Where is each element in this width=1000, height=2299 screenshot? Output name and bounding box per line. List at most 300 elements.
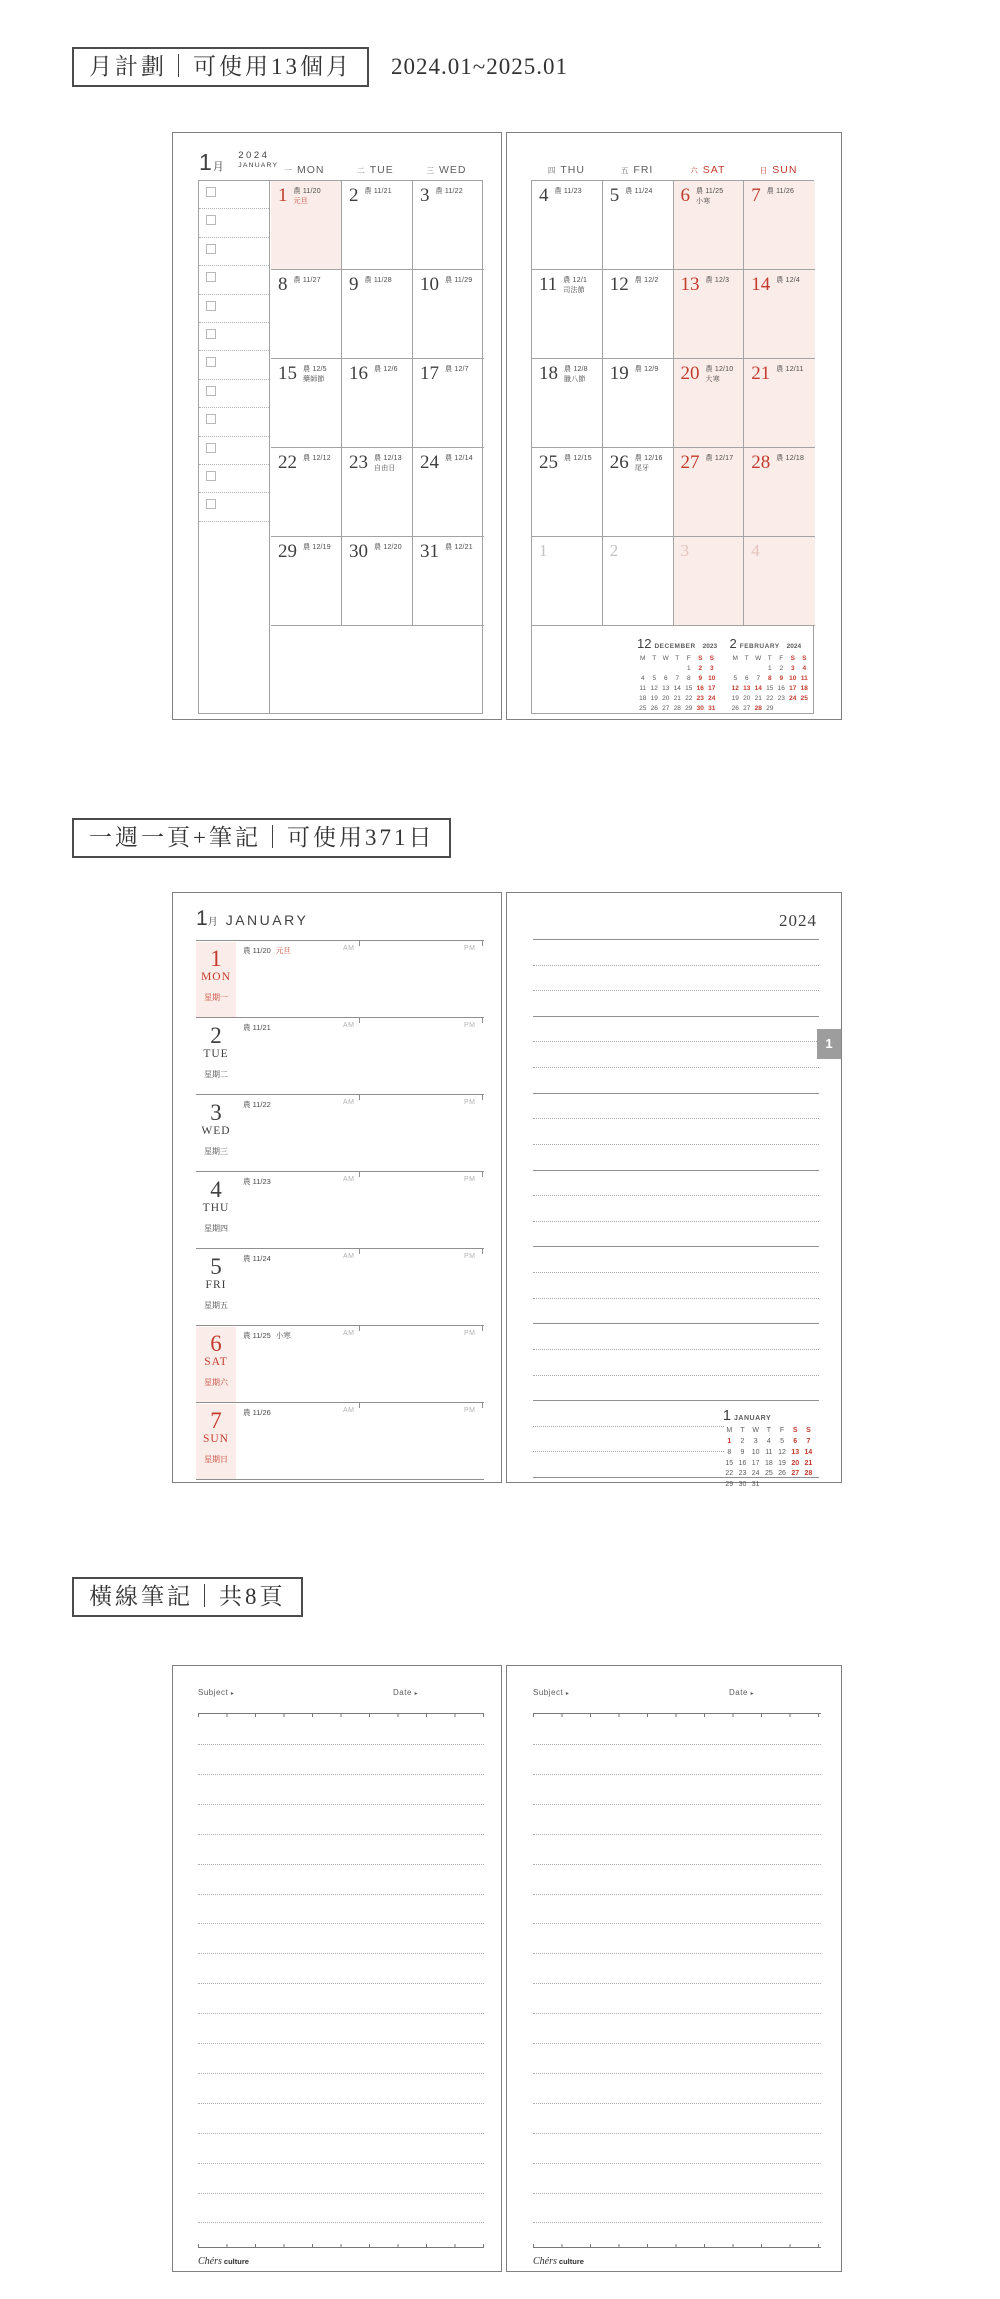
- ruler-ticks: [533, 1714, 821, 1717]
- day-number: 30: [349, 541, 368, 562]
- weekday-header-sun: [760, 164, 798, 176]
- mini-dow-label: S: [802, 655, 807, 662]
- week-day-row: [196, 940, 484, 1017]
- mini-day: 24: [708, 695, 716, 703]
- todo-checkbox: [206, 244, 216, 254]
- mini-day: 22: [725, 1470, 734, 1478]
- timeline-tick: [482, 1403, 483, 1408]
- lunar-text: 農 11/26: [243, 1408, 271, 1417]
- lunar-text: 農 11/20: [243, 946, 271, 955]
- mini-day: 15: [685, 685, 693, 693]
- week-day-row: [196, 1402, 484, 1479]
- weekday-en: MON: [297, 164, 325, 176]
- lunar-text: 農 11/26: [766, 188, 795, 195]
- timeline-tick: [482, 1018, 483, 1023]
- mini-dow-label: W: [662, 655, 669, 662]
- pm-label: PM: [464, 1099, 476, 1106]
- day-number: 5: [210, 1254, 222, 1279]
- day-block: [196, 1250, 236, 1325]
- mini-dow-label: W: [755, 655, 762, 662]
- lunar-date: [243, 1022, 271, 1033]
- day-cell: [271, 270, 342, 359]
- mini-day: 14: [804, 1448, 813, 1456]
- lunar-text: 農 12/1: [563, 277, 588, 284]
- pm-label: PM: [464, 1022, 476, 1029]
- lunar-date: [555, 187, 582, 197]
- lunar-text: 農 12/16: [634, 455, 663, 462]
- note-line: [533, 1774, 821, 1775]
- mini-day: 19: [778, 1459, 786, 1467]
- mini-day: 8: [767, 675, 772, 683]
- day-grid: [532, 181, 815, 626]
- weekday-en: SUN: [772, 164, 798, 176]
- mini-day: 12: [778, 1448, 786, 1456]
- mini-calendar-grid: [723, 1426, 815, 1491]
- bottom-ruler: [533, 2244, 821, 2248]
- todo-row: [199, 329, 269, 351]
- lunar-text: 農 12/14: [445, 455, 473, 462]
- pm-label: PM: [464, 1407, 476, 1414]
- day-chinese: 星期二: [204, 1070, 228, 1080]
- weekday-header-thu: [548, 164, 585, 176]
- pm-label: PM: [464, 1253, 476, 1260]
- mini-calendar-header: [723, 1407, 815, 1425]
- mini-day: 23: [777, 695, 785, 703]
- brand-logo-bold: culture: [223, 2257, 249, 2266]
- note-line: [533, 2073, 821, 2074]
- day-cell: [674, 270, 745, 359]
- lunar-date: [776, 454, 804, 464]
- todo-checkbox: [206, 357, 216, 367]
- mini-day: 8: [686, 675, 691, 683]
- lunar-text: 農 12/3: [705, 277, 730, 284]
- mini-day: 20: [791, 1459, 800, 1467]
- date-range-label: 2024.01~2025.01: [391, 54, 568, 79]
- mini-day: 17: [708, 685, 716, 693]
- day-chinese: 星期日: [204, 1455, 228, 1465]
- day-cell: [413, 448, 484, 537]
- weekday-zh: 五: [620, 166, 630, 175]
- lunar-text: 農 12/10: [705, 366, 734, 373]
- day-cell: [413, 359, 484, 448]
- note-line: [198, 2222, 484, 2223]
- mini-day: 16: [696, 685, 704, 693]
- mini-day: 17: [789, 685, 797, 693]
- week-day-row: [196, 1094, 484, 1171]
- mini-day: 1: [767, 665, 772, 673]
- day-block: [196, 1404, 236, 1479]
- note-line: [198, 2073, 484, 2074]
- lunar-text: 農 12/7: [445, 366, 469, 373]
- lunar-date: [303, 454, 331, 464]
- day-cell: [342, 359, 413, 448]
- todo-checkbox: [206, 471, 216, 481]
- mini-day: 11: [765, 1448, 773, 1456]
- mini-day: [799, 704, 811, 714]
- day-number: 20: [680, 363, 700, 384]
- mini-day: 4: [802, 665, 807, 673]
- mini-dow-label: F: [779, 1427, 785, 1434]
- note-line: [533, 1041, 819, 1042]
- todo-row: [199, 386, 269, 408]
- day-cell: [413, 270, 484, 359]
- mini-month-name: FEBRUARY: [739, 643, 780, 650]
- brand-logo-script: Chérs: [198, 2256, 222, 2267]
- day-number: 12: [609, 274, 629, 295]
- monthly-left-page: [172, 132, 502, 720]
- mini-day: [787, 704, 799, 714]
- mini-day: 24: [789, 695, 797, 703]
- mini-day: 7: [806, 1437, 811, 1445]
- note-line: [533, 1118, 819, 1119]
- am-label: AM: [343, 1022, 355, 1029]
- weekday-header-mon: [285, 164, 325, 176]
- lunar-text: 農 11/24: [243, 1254, 271, 1263]
- mini-day: 22: [685, 695, 693, 703]
- mini-day: 2: [740, 1437, 745, 1445]
- note-line: [533, 2193, 821, 2194]
- timeline-tick: [482, 1249, 483, 1254]
- mini-day: 8: [727, 1448, 732, 1456]
- todo-checkbox: [206, 187, 216, 197]
- brand-logo-bold: culture: [558, 2257, 584, 2266]
- note-line: [533, 1221, 819, 1222]
- day-number: 4: [539, 185, 549, 206]
- subject-label: Subject ▸: [198, 1688, 235, 1697]
- todo-checkbox: [206, 443, 216, 453]
- day-cell: [532, 448, 603, 537]
- timeline-tick: [359, 1172, 360, 1177]
- timeline-tick: [482, 1326, 483, 1331]
- lunar-date: [706, 276, 730, 286]
- mini-dow-label: S: [790, 655, 795, 662]
- lunar-text: 農 11/21: [364, 188, 392, 195]
- pm-label: PM: [464, 1176, 476, 1183]
- weekday-header-wed: [427, 164, 467, 176]
- mini-day: 30: [696, 705, 704, 713]
- holiday-name: 小寒: [275, 1331, 291, 1340]
- year-month-stack: [238, 151, 278, 170]
- timeline-tick: [359, 1249, 360, 1254]
- mini-day: [775, 1480, 788, 1491]
- note-line: [533, 1375, 819, 1376]
- lunar-text: 農 11/23: [243, 1177, 271, 1186]
- day-block: [196, 1327, 236, 1402]
- mini-day: 11: [639, 685, 647, 693]
- note-line: [533, 1093, 819, 1094]
- holiday-name: 大寒: [705, 375, 720, 383]
- mini-day: [753, 664, 765, 674]
- day-number: 16: [349, 363, 368, 384]
- mini-dow-label: T: [767, 655, 772, 662]
- day-number: 17: [420, 363, 439, 384]
- note-line: [198, 2013, 484, 2014]
- note-line: [533, 2163, 821, 2164]
- pm-label: PM: [464, 1330, 476, 1337]
- day-chinese: 星期四: [204, 1224, 228, 1234]
- lunar-text: 農 12/9: [634, 366, 659, 373]
- holiday-name: 元旦: [293, 197, 308, 205]
- weekday-header-fri: [621, 164, 653, 176]
- am-label: AM: [343, 1099, 355, 1106]
- mini-day: 29: [766, 705, 774, 713]
- lunar-text: 農 11/20: [293, 188, 321, 195]
- timeline-tick: [359, 1095, 360, 1100]
- mini-day: 2: [779, 665, 784, 673]
- section-title-monthly: 月計劃｜可使用13個月: [72, 47, 369, 87]
- mini-day: 31: [708, 705, 716, 713]
- ruler-line: [533, 2247, 821, 2248]
- mini-day: 9: [740, 1448, 745, 1456]
- mini-day: 12: [650, 685, 658, 693]
- week-day-row: [196, 1017, 484, 1094]
- section-title-notes: 橫線筆記｜共8頁: [72, 1577, 303, 1617]
- day-chinese: 星期五: [204, 1301, 228, 1311]
- note-line: [198, 1923, 484, 1924]
- mini-day: 30: [738, 1481, 747, 1489]
- day-cell: [674, 181, 745, 270]
- note-line: [533, 990, 819, 991]
- day-number: 8: [278, 274, 288, 295]
- day-block: [196, 1173, 236, 1248]
- mini-day: 7: [756, 675, 761, 683]
- month-unit: 月: [212, 161, 224, 173]
- mini-day: 20: [662, 695, 670, 703]
- day-chinese: 星期六: [204, 1378, 228, 1388]
- mini-dow-label: T: [652, 655, 657, 662]
- day-cell: [744, 181, 815, 270]
- lunar-text: 農 11/25: [243, 1331, 271, 1340]
- mini-day: 6: [793, 1437, 798, 1445]
- mini-month-number: 2: [729, 636, 737, 651]
- note-line: [533, 1451, 724, 1452]
- note-line: [198, 1894, 484, 1895]
- mini-dow-label: M: [726, 1427, 733, 1434]
- note-line: [533, 1894, 821, 1895]
- day-abbrev: SAT: [204, 1356, 228, 1369]
- note-line: [533, 2043, 821, 2044]
- day-cell: [674, 359, 745, 448]
- day-cell: [271, 359, 342, 448]
- mini-day: 10: [708, 675, 716, 683]
- weekday-zh: 四: [547, 166, 557, 175]
- date-arrow-icon: ▸: [414, 1691, 419, 1697]
- mini-day: 31: [751, 1481, 760, 1489]
- section-header-monthly: [72, 47, 568, 87]
- mini-day: 4: [640, 675, 645, 683]
- day-cell: [532, 359, 603, 448]
- day-number: 6: [210, 1331, 222, 1356]
- subject-label: Subject ▸: [533, 1688, 570, 1697]
- month-number: 1: [199, 149, 213, 175]
- day-number: 3: [420, 185, 430, 206]
- week-month-name: JANUARY: [225, 912, 309, 928]
- lunar-date: [696, 187, 723, 207]
- day-cell: [674, 448, 745, 537]
- mini-year: 2024: [786, 643, 802, 650]
- mini-year: 2023: [702, 643, 718, 650]
- day-abbrev: FRI: [205, 1279, 227, 1292]
- note-line: [198, 1774, 484, 1775]
- note-line: [533, 2103, 821, 2104]
- mini-day: 7: [675, 675, 680, 683]
- day-abbrev: MON: [201, 971, 231, 984]
- mini-day: [741, 664, 753, 674]
- lunar-text: 農 12/6: [374, 366, 398, 373]
- day-number: 23: [349, 452, 368, 473]
- notes-right-page: [506, 1665, 842, 2272]
- timeline-tick: [482, 1172, 483, 1177]
- note-line: [533, 1923, 821, 1924]
- lunar-text: 農 12/15: [564, 455, 592, 462]
- mini-day: 12: [731, 685, 739, 693]
- mini-dow-label: M: [640, 655, 646, 662]
- lunar-text: 農 11/27: [293, 277, 321, 284]
- mini-day: 25: [764, 1470, 773, 1478]
- pm-label: PM: [464, 945, 476, 952]
- subject-arrow-icon: ▸: [230, 1691, 235, 1697]
- weekday-en: TUE: [369, 164, 394, 176]
- mini-dow-label: F: [779, 655, 784, 662]
- mini-day: 28: [754, 705, 762, 713]
- day-number: 31: [420, 541, 439, 562]
- mini-dow-label: W: [752, 1427, 759, 1434]
- todo-row: [199, 471, 269, 493]
- mini-day: 21: [673, 695, 681, 703]
- lunar-text: 農 11/23: [554, 188, 582, 195]
- mini-month-name: JANUARY: [734, 1415, 772, 1422]
- month-index-tab: 1: [817, 1029, 841, 1059]
- day-cell: [532, 270, 603, 359]
- mini-day: 10: [789, 675, 797, 683]
- date-label: Date ▸: [393, 1688, 419, 1697]
- month-name: JANUARY: [238, 161, 279, 169]
- mini-day: 29: [685, 705, 693, 713]
- mini-day: 26: [650, 705, 658, 713]
- day-number: 13: [680, 274, 700, 295]
- lunar-text: 農 12/13: [374, 455, 402, 462]
- mini-dow-label: F: [686, 655, 691, 662]
- weekly-notes-page: [506, 892, 842, 1489]
- day-abbrev: TUE: [203, 1048, 229, 1061]
- mini-day: 1: [727, 1437, 732, 1445]
- mini-day: [789, 1480, 802, 1491]
- note-line: [533, 2222, 821, 2223]
- note-line: [533, 1067, 819, 1068]
- note-line: [198, 2043, 484, 2044]
- weekday-header-tue: [357, 164, 394, 176]
- note-line: [533, 1953, 821, 1954]
- lunar-date: [365, 276, 392, 286]
- mini-day: 4: [766, 1437, 771, 1445]
- lunar-text: 農 11/24: [625, 188, 653, 195]
- day-number: 28: [751, 452, 771, 473]
- day-cell: [342, 537, 413, 626]
- lunar-text: 農 12/2: [634, 277, 659, 284]
- note-line: [533, 1349, 819, 1350]
- note-line: [533, 1272, 819, 1273]
- lunar-date: [374, 543, 402, 553]
- day-cell: [603, 537, 674, 626]
- todo-checkbox: [206, 414, 216, 424]
- lunar-date: [776, 365, 803, 375]
- holiday-name: 藥師節: [303, 375, 325, 383]
- weekday-en: FRI: [633, 164, 654, 176]
- timeline-tick: [359, 1403, 360, 1408]
- subject-arrow-icon: ▸: [565, 1691, 570, 1697]
- am-label: AM: [343, 945, 355, 952]
- note-line: [198, 2103, 484, 2104]
- mini-day: 6: [663, 675, 668, 683]
- mini-dow-label: S: [709, 655, 714, 662]
- mini-day: 3: [753, 1437, 758, 1445]
- ruler-ticks: [198, 1714, 484, 1717]
- mini-day: [660, 664, 672, 674]
- todo-row: [199, 301, 269, 323]
- day-number: 22: [278, 452, 297, 473]
- lunar-date: [374, 454, 402, 474]
- note-line: [533, 2013, 821, 2014]
- lunar-text: 農 11/28: [364, 277, 392, 284]
- lunar-date: [767, 187, 794, 197]
- mini-day: 16: [777, 685, 785, 693]
- lunar-text: 農 12/4: [776, 277, 801, 284]
- am-label: AM: [343, 1407, 355, 1414]
- day-abbrev: WED: [201, 1125, 231, 1138]
- day-cell: [532, 181, 603, 270]
- day-cell: [674, 537, 745, 626]
- mini-day: 9: [698, 675, 703, 683]
- top-ruler: [198, 1713, 484, 1717]
- day-number: 27: [680, 452, 700, 473]
- lunar-date: [635, 365, 659, 375]
- day-number: 2: [210, 1023, 222, 1048]
- monthly-right-page: [506, 132, 842, 720]
- mini-day: 13: [791, 1448, 800, 1456]
- mini-dow-label: M: [732, 655, 738, 662]
- note-line: [198, 1744, 484, 1745]
- week-day-row: [196, 1171, 484, 1248]
- note-line: [533, 1864, 821, 1865]
- mini-day: 3: [709, 665, 714, 673]
- mini-day: 27: [662, 705, 670, 713]
- lunar-text: 農 12/21: [445, 544, 473, 551]
- day-number: 10: [420, 274, 439, 295]
- lunar-date: [706, 454, 734, 464]
- week-month-number: 1: [196, 907, 208, 930]
- mini-day: 20: [743, 695, 751, 703]
- mini-day: 25: [639, 705, 647, 713]
- day-number: 9: [349, 274, 359, 295]
- lunar-date: [564, 454, 592, 464]
- lunar-date: [303, 365, 327, 385]
- todo-checkbox: [206, 215, 216, 225]
- mini-day: 16: [738, 1459, 747, 1467]
- mini-day: [802, 1480, 815, 1491]
- mini-calendar: [730, 635, 811, 714]
- mini-day: 22: [766, 695, 774, 703]
- timeline-tick: [482, 1095, 483, 1100]
- weekday-en: SAT: [702, 164, 726, 176]
- day-cell: [603, 448, 674, 537]
- lunar-date: [635, 276, 659, 286]
- day-cell: [342, 181, 413, 270]
- mini-dow-label: T: [675, 655, 680, 662]
- mini-day: 29: [725, 1481, 734, 1489]
- todo-row: [199, 357, 269, 379]
- lunar-date: [243, 1099, 271, 1110]
- week-day-row: [196, 1325, 484, 1402]
